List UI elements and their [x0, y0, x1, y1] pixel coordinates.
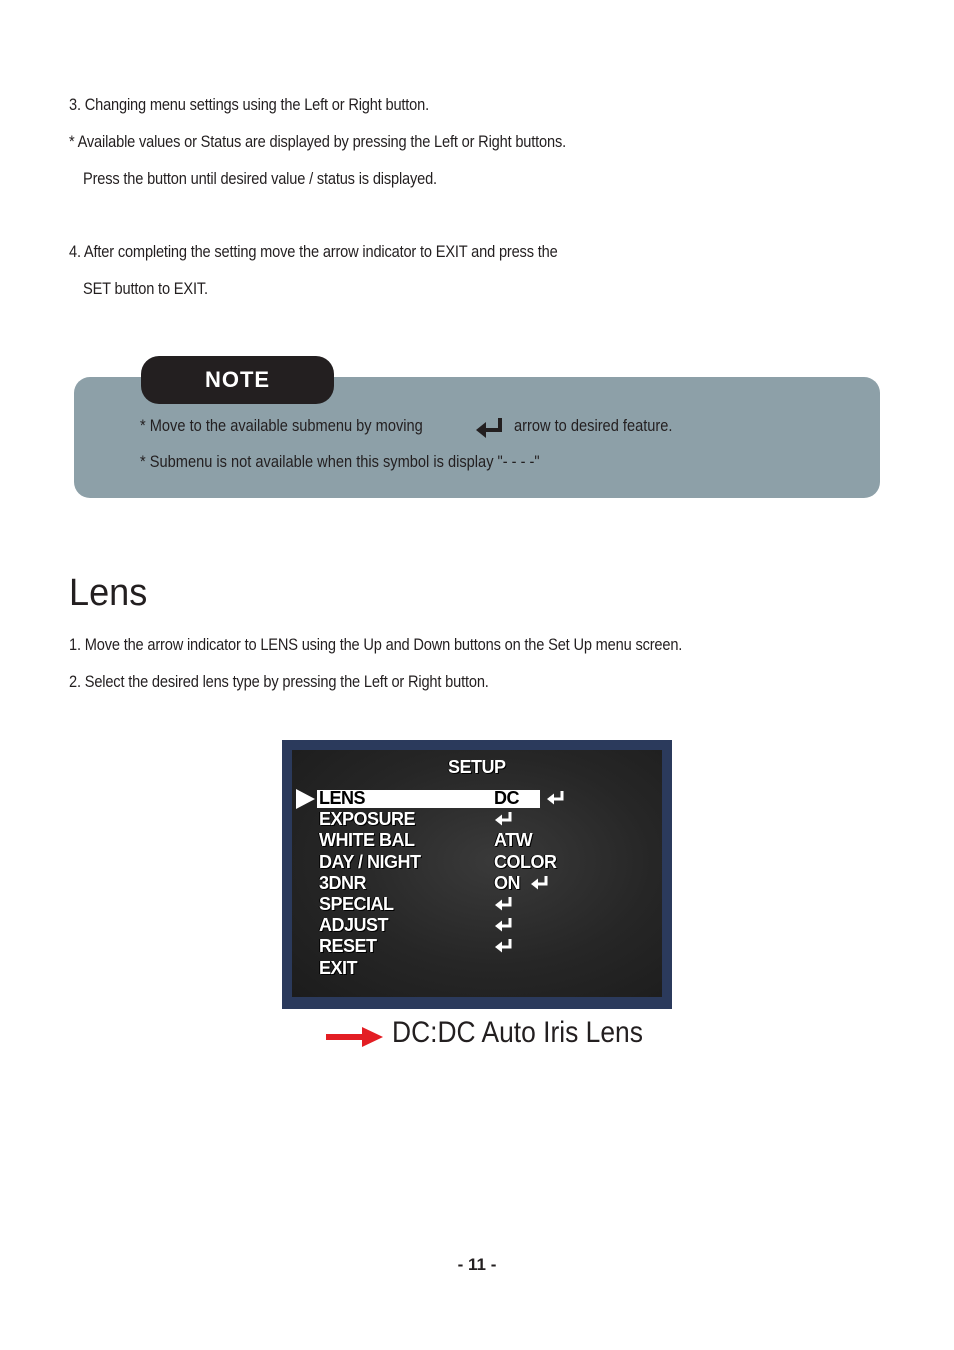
step-4-text-line-2: SET button to EXIT.	[83, 279, 208, 298]
step-3-note-line-2: Press the button until desired value / status is displayed.	[83, 169, 437, 188]
return-arrow-icon	[474, 416, 506, 442]
osd-item-label: WHITE BAL	[319, 830, 415, 851]
return-arrow-icon	[494, 896, 514, 917]
lens-caption: DC:DC Auto Iris Lens	[392, 1016, 643, 1049]
return-arrow-icon	[530, 875, 550, 896]
osd-item-value: ON	[494, 872, 520, 893]
return-arrow-icon	[546, 790, 566, 811]
return-arrow-icon	[494, 917, 514, 938]
lens-step-1: 1. Move the arrow indicator to LENS using the Up and Down buttons on the Set Up menu screen.	[69, 635, 683, 654]
osd-item-label: RESET	[319, 936, 377, 957]
return-arrow-icon	[494, 938, 514, 959]
osd-item-value: ATW	[494, 830, 533, 851]
osd-item-label: DAY / NIGHT	[319, 851, 421, 872]
note-line-1-start: * Move to the available submenu by moving	[140, 416, 423, 435]
osd-item-label: SPECIAL	[319, 894, 394, 914]
triangle-pointer-icon	[296, 789, 315, 809]
note-label: NOTE	[141, 356, 334, 404]
osd-item-label: EXPOSURE	[319, 809, 416, 830]
osd-item-value: COLOR	[494, 851, 557, 872]
osd-item-value: DC	[494, 788, 519, 808]
osd-item-label: 3DNR	[319, 872, 367, 893]
page-number: - 11 -	[457, 1255, 497, 1274]
lens-step-2: 2. Select the desired lens type by pressing the Left or Right button.	[69, 672, 489, 691]
osd-item-label: ADJUST	[319, 915, 389, 936]
note-line-2: * Submenu is not available when this symbol is display "- - - -"	[140, 452, 540, 471]
osd-item-label: EXIT	[319, 957, 358, 978]
osd-title: SETUP	[448, 757, 506, 777]
step-4-text-line-1: 4. After completing the setting move the arrow indicator to EXIT and press the	[69, 242, 558, 261]
note-line-1-end: arrow to desired feature.	[514, 416, 673, 435]
section-title: Lens	[69, 572, 148, 614]
return-arrow-icon	[494, 811, 514, 832]
red-right-arrow-icon	[326, 1026, 384, 1048]
osd-item-label: LENS	[319, 788, 366, 808]
step-3-note-line-1: * Available values or Status are displayed by pressing the Left or Right buttons.	[69, 132, 566, 151]
step-3-text: 3. Changing menu settings using the Left or Right button.	[69, 95, 430, 114]
